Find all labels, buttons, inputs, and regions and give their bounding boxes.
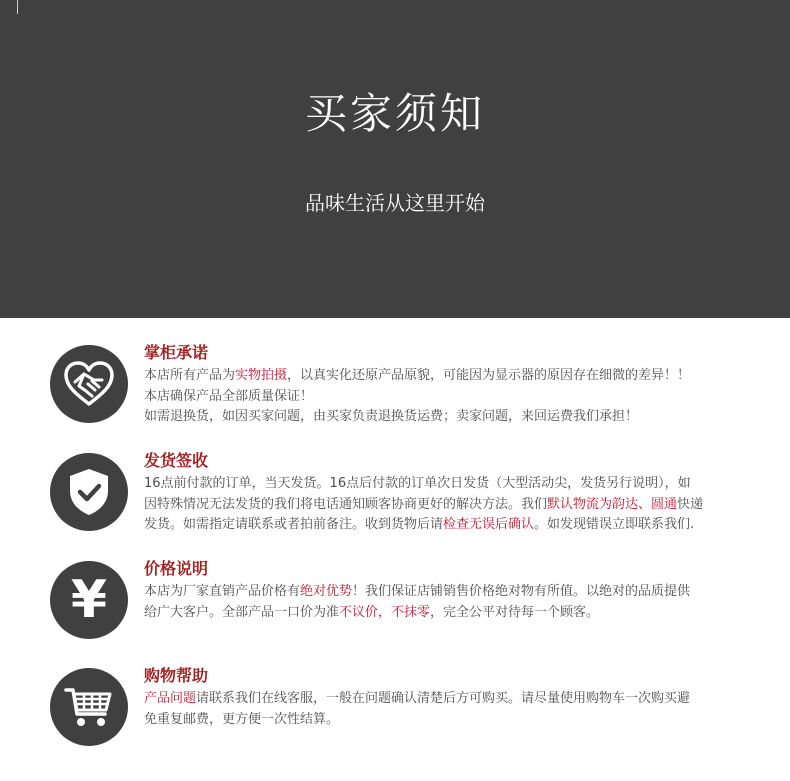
hero-banner xyxy=(0,0,790,318)
highlight-text: 产品问题 xyxy=(144,691,197,706)
handshake-heart-icon xyxy=(50,345,128,423)
page-subtitle: 品味生活从这里开始 xyxy=(305,191,485,215)
highlight-text: 不议价，不抹零 xyxy=(339,604,431,620)
shield-check-icon xyxy=(50,453,128,531)
highlight-text: 绝对优势 xyxy=(300,584,353,599)
highlight-text: 检查无误后确认 xyxy=(443,517,535,532)
section-heading: 购物帮助 xyxy=(144,666,209,685)
text-line: 本店确保产品全部质量保证！ xyxy=(144,388,314,404)
text-line: 本店为厂家直销产品价格有绝对优势！我们保证店铺销售价格绝对物有所值。以绝对的品质提供 xyxy=(144,584,691,599)
text-line: 产品问题请联系我们在线客服，一般在问题确认清楚后方可购买。请尽量使用购物车一次购买避 xyxy=(144,691,691,706)
page-title: 买家须知 xyxy=(304,89,485,138)
text-line: 给广大客户。全部产品一口价为准不议价，不抹零，完全公平对待每一个顾客。 xyxy=(144,604,600,620)
highlight-text: 实物拍摄 xyxy=(235,368,288,383)
text-line: 16点前付款的订单，当天发货。16点后付款的订单次日发货（大型活动尖，发货另行说明），如 xyxy=(144,476,691,491)
section-heading: 掌柜承诺 xyxy=(144,343,209,362)
shopping-cart-icon xyxy=(50,668,128,746)
text-line: 发货。如需指定请联系或者拍前备注。收到货物后请检查无误后确认。如发现错误立即联系我们. xyxy=(144,517,695,532)
section-heading: 价格说明 xyxy=(144,559,209,578)
section-heading: 发货签收 xyxy=(144,451,209,470)
text-line: 本店所有产品为实物拍摄，以真实化还原产品原貌，可能因为显示器的原因存在细微的差异！！ xyxy=(144,368,691,383)
text-line: 如需退换货，如因买家问题，由买家负责退换货运费；卖家问题，来回运费我们承担！ xyxy=(144,409,639,424)
divider-tick xyxy=(17,0,18,14)
text-line: 免重复邮费，更方便一次性结算。 xyxy=(144,711,340,727)
text-line: 因特殊情况无法发货的我们将电话通知顾客协商更好的解决方法。我们默认物流为韵达、圆通快递 xyxy=(144,496,704,512)
highlight-text: 默认物流为韵达、圆通 xyxy=(547,496,678,512)
yen-icon: ¥ xyxy=(50,561,128,639)
